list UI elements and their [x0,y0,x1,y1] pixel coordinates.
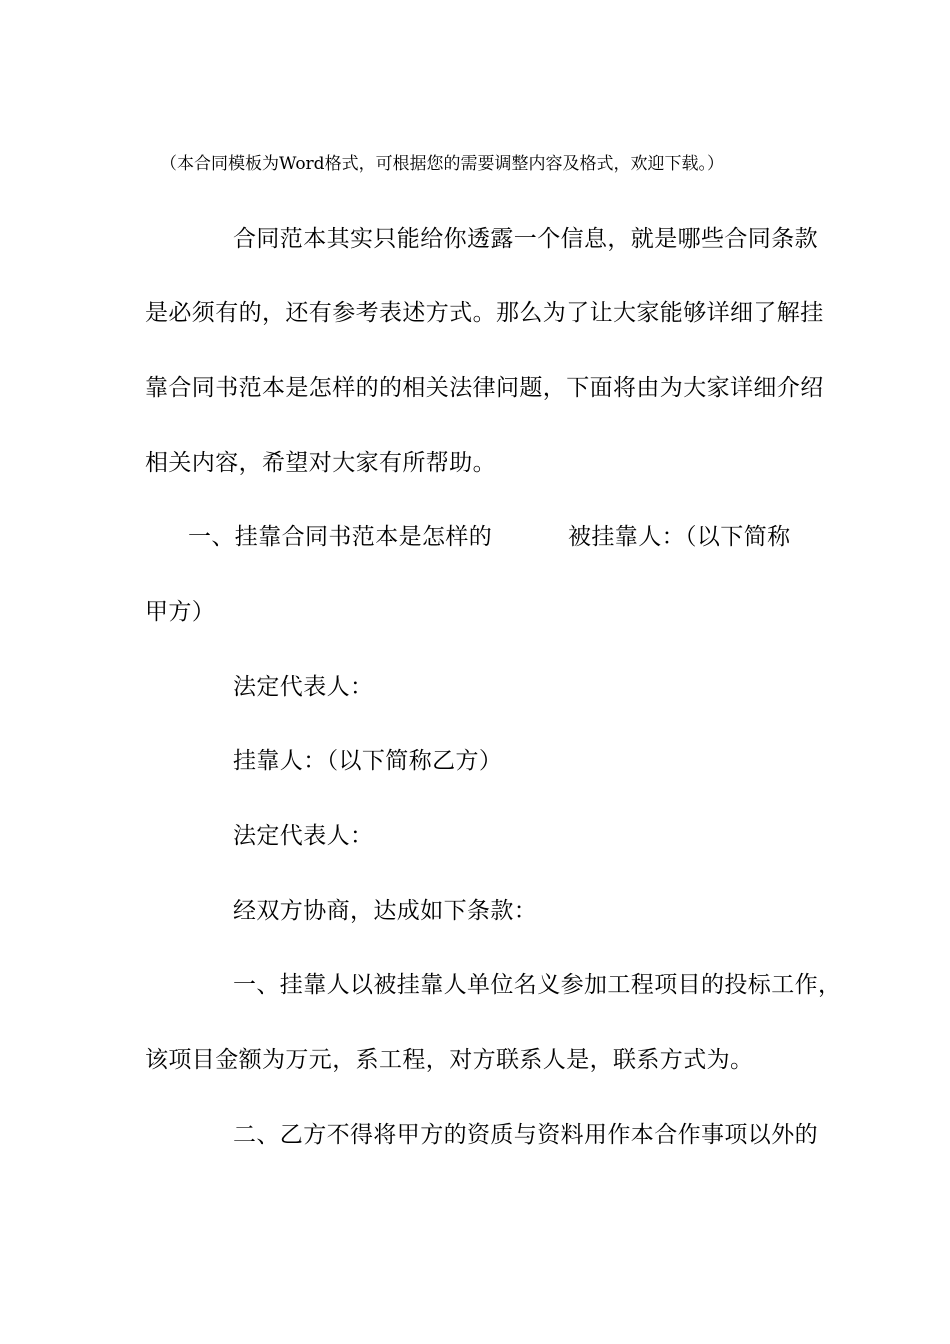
agreement-line: 经双方协商，达成如下条款： [233,898,538,924]
intro-line-4: 相关内容，希望对大家有所帮助。 [145,450,496,476]
clause-2-line-1: 二、乙方不得将甲方的资质与资料用作本合作事项以外的 [233,1122,818,1148]
party-a-label: 被挂靠人：（以下简称 [568,524,791,550]
clause-1-line-2: 该项目金额为万元，系工程，对方联系人是，联系方式为。 [145,1047,754,1073]
legal-rep-1: 法定代表人： [233,674,374,700]
party-a-continuation: 甲方） [145,599,216,625]
intro-line-1: 合同范本其实只能给你透露一个信息，就是哪些合同条款 [233,226,818,252]
intro-line-2: 是必须有的，还有参考表述方式。那么为了让大家能够详细了解挂 [145,300,824,326]
party-b: 挂靠人：（以下简称乙方） [233,748,503,774]
intro-line-3: 靠合同书范本是怎样的的相关法律问题，下面将由为大家详细介绍 [145,375,824,401]
legal-rep-2: 法定代表人： [233,823,374,849]
section-heading: 一、挂靠合同书范本是怎样的 [188,524,493,550]
template-note: （本合同模板为Word格式，可根据您的需要调整内容及格式，欢迎下载。） [160,154,725,174]
clause-1-line-1: 一、挂靠人以被挂靠人单位名义参加工程项目的投标工作， [233,972,842,998]
